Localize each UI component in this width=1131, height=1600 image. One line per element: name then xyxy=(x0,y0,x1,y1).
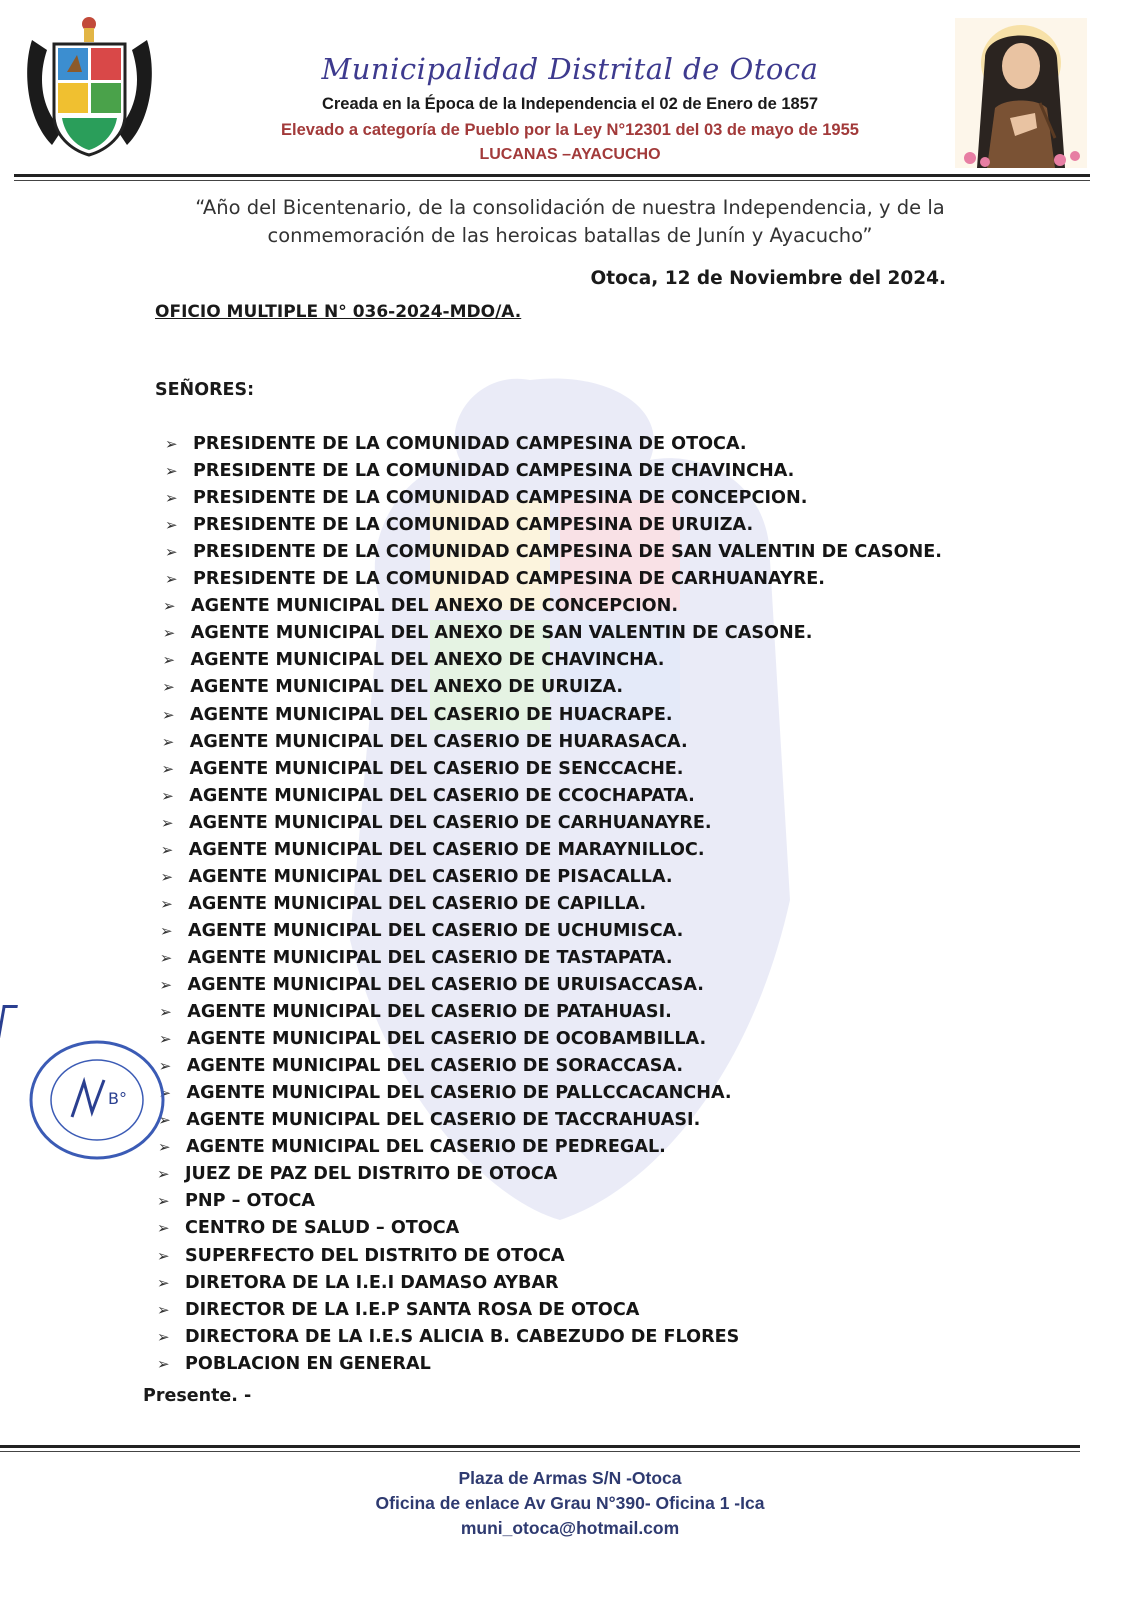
arrow-bullet-icon: ➢ xyxy=(157,1327,170,1346)
recipient-item xyxy=(158,1135,666,1159)
motto-line-2: conmemoración de las heroicas batallas de Junín y Ayacucho” xyxy=(267,224,873,247)
arrow-bullet-icon: ➢ xyxy=(161,759,175,778)
arrow-bullet-icon: ➢ xyxy=(158,1084,172,1103)
recipient-item xyxy=(163,648,665,672)
recipient-label: AGENTE MUNICIPAL DEL CASERIO DE PATAHUASI. xyxy=(187,1002,672,1023)
svg-text:B°: B° xyxy=(108,1089,127,1108)
recipient-item xyxy=(159,1081,732,1105)
arrow-bullet-icon: ➢ xyxy=(157,1273,170,1292)
recipient-label: AGENTE MUNICIPAL DEL CASERIO DE CARHUANAYRE. xyxy=(189,812,712,833)
creation-line: Creada en la Época de la Independencia el 02 de Enero de 1857 xyxy=(321,95,819,113)
recipient-label: AGENTE MUNICIPAL DEL CASERIO DE CCOCHAPATA. xyxy=(189,785,695,806)
coat-of-arms-icon xyxy=(22,10,157,160)
oficio-number: OFICIO MULTIPLE N° 036-2024-MDO/A. xyxy=(155,302,522,322)
arrow-bullet-icon: ➢ xyxy=(157,1219,170,1238)
arrow-bullet-icon: ➢ xyxy=(165,462,178,481)
arrow-bullet-icon: ➢ xyxy=(159,976,173,994)
recipient-item xyxy=(162,730,688,754)
recipient-item xyxy=(157,1271,559,1295)
recipient-label: CENTRO DE SALUD – OTOCA xyxy=(185,1218,460,1239)
recipient-label: PRESIDENTE DE LA COMUNIDAD CAMPESINA DE SAN VALENTIN DE CASONE. xyxy=(193,542,942,563)
recipient-label: PRESIDENTE DE LA COMUNIDAD CAMPESINA DE URUIZA. xyxy=(193,515,754,536)
footer-divider xyxy=(0,1445,1080,1448)
recipient-item xyxy=(159,1027,706,1051)
recipient-label: AGENTE MUNICIPAL DEL CASERIO DE SORACCASA. xyxy=(186,1056,684,1077)
footer-email[interactable]: muni_otoca@hotmail.com xyxy=(460,1518,680,1538)
recipient-item xyxy=(165,432,747,456)
arrow-bullet-icon: ➢ xyxy=(158,1138,171,1157)
arrow-bullet-icon: ➢ xyxy=(162,705,175,724)
arrow-bullet-icon: ➢ xyxy=(158,1111,171,1130)
recipient-label: AGENTE MUNICIPAL DEL CASERIO DE HUACRAPE. xyxy=(190,704,673,725)
arrow-bullet-icon: ➢ xyxy=(160,921,173,940)
recipient-label: AGENTE MUNICIPAL DEL CASERIO DE URUISACCASA. xyxy=(187,975,704,995)
recipient-item xyxy=(161,784,695,808)
recipient-label: PRESIDENTE DE LA COMUNIDAD CAMPESINA DE OTOCA. xyxy=(193,434,747,454)
greeting: SEÑORES: xyxy=(155,380,255,400)
arrow-bullet-icon: ➢ xyxy=(159,1030,172,1049)
recipient-item xyxy=(159,1000,672,1024)
recipient-label: AGENTE MUNICIPAL DEL ANEXO DE URUIZA. xyxy=(190,677,624,698)
recipient-item xyxy=(160,973,705,997)
recipient-label: PRESIDENTE DE LA COMUNIDAD CAMPESINA DE CARHUANAYRE. xyxy=(193,569,825,590)
recipient-item xyxy=(162,757,684,781)
arrow-bullet-icon: ➢ xyxy=(161,813,174,832)
recipient-item xyxy=(165,459,794,483)
document-date: Otoca, 12 de Noviembre del 2024. xyxy=(590,268,946,289)
recipient-item xyxy=(157,1189,315,1213)
closing-presente: Presente. - xyxy=(143,1386,252,1406)
recipient-label: PNP – OTOCA xyxy=(185,1191,316,1212)
recipient-item xyxy=(158,1108,700,1132)
arrow-bullet-icon: ➢ xyxy=(157,1300,170,1319)
year-motto xyxy=(130,194,1010,250)
pen-mark xyxy=(0,1005,18,1038)
recipient-item xyxy=(160,946,673,970)
recipient-label: PRESIDENTE DE LA COMUNIDAD CAMPESINA DE CONCEPCION. xyxy=(193,488,808,509)
recipient-item xyxy=(157,1162,557,1186)
recipient-item xyxy=(165,513,753,537)
arrow-bullet-icon: ➢ xyxy=(165,489,178,508)
category-line: Elevado a categoría de Pueblo por la Ley N°12301 del 03 de mayo de 1955 xyxy=(281,121,859,139)
arrow-bullet-icon: ➢ xyxy=(158,1057,172,1076)
arrow-bullet-icon: ➢ xyxy=(159,1003,172,1022)
recipient-item xyxy=(160,919,683,943)
recipient-item xyxy=(161,865,673,889)
recipient-item xyxy=(165,486,807,510)
arrow-bullet-icon: ➢ xyxy=(162,624,176,643)
header-divider xyxy=(14,174,1090,177)
header-divider-thin xyxy=(14,180,1090,181)
arrow-bullet-icon: ➢ xyxy=(165,543,178,562)
arrow-bullet-icon: ➢ xyxy=(157,1165,170,1184)
footer-divider-thin xyxy=(0,1451,1080,1452)
recipient-label: AGENTE MUNICIPAL DEL CASERIO DE CAPILLA. xyxy=(188,893,647,914)
recipient-item xyxy=(157,1352,431,1376)
recipient-item xyxy=(161,838,705,862)
arrow-bullet-icon: ➢ xyxy=(160,867,174,886)
recipient-label: AGENTE MUNICIPAL DEL CASERIO DE SENCCACHE. xyxy=(189,758,684,779)
location-line: LUCANAS –AYACUCHO xyxy=(479,146,661,163)
recipient-label: AGENTE MUNICIPAL DEL CASERIO DE PALLCCACANCHA. xyxy=(186,1083,732,1104)
recipient-item xyxy=(157,1216,459,1240)
arrow-bullet-icon: ➢ xyxy=(165,570,178,589)
recipient-label: DIRECTOR DE LA I.E.P SANTA ROSA DE OTOCA xyxy=(185,1299,640,1320)
recipient-label: AGENTE MUNICIPAL DEL CASERIO DE TASTAPATA. xyxy=(187,947,673,968)
recipient-label: AGENTE MUNICIPAL DEL CASERIO DE UCHUMISCA. xyxy=(188,920,684,941)
recipient-item xyxy=(163,594,678,618)
arrow-bullet-icon: ➢ xyxy=(157,1246,170,1265)
arrow-bullet-icon: ➢ xyxy=(161,786,174,805)
recipient-item xyxy=(163,621,813,645)
recipient-item xyxy=(160,892,646,916)
footer-address: Plaza de Armas S/N -Otoca xyxy=(458,1468,682,1488)
recipient-label: AGENTE MUNICIPAL DEL CASERIO DE MARAYNILLOC. xyxy=(188,839,705,860)
recipient-label: AGENTE MUNICIPAL DEL ANEXO DE SAN VALENTIN DE CASONE. xyxy=(190,623,813,644)
recipient-item xyxy=(161,811,712,835)
arrow-bullet-icon: ➢ xyxy=(165,516,178,535)
recipient-item xyxy=(162,675,623,699)
municipality-title: Municipalidad Distrital de Otoca xyxy=(321,52,819,86)
arrow-bullet-icon: ➢ xyxy=(157,1354,170,1373)
arrow-bullet-icon: ➢ xyxy=(160,894,173,913)
recipient-label: AGENTE MUNICIPAL DEL ANEXO DE CHAVINCHA. xyxy=(190,650,665,671)
recipient-label: SUPERFECTO DEL DISTRITO DE OTOCA xyxy=(185,1245,565,1266)
recipient-label: PRESIDENTE DE LA COMUNIDAD CAMPESINA DE CHAVINCHA. xyxy=(193,461,795,482)
arrow-bullet-icon: ➢ xyxy=(162,651,176,670)
recipient-label: AGENTE MUNICIPAL DEL CASERIO DE PISACALLA. xyxy=(188,866,673,887)
recipient-label: AGENTE MUNICIPAL DEL CASERIO DE PEDREGAL. xyxy=(186,1137,666,1158)
arrow-bullet-icon: ➢ xyxy=(159,948,173,967)
recipient-label: AGENTE MUNICIPAL DEL CASERIO DE TACCRAHUASI. xyxy=(186,1110,701,1131)
footer-office: Oficina de enlace Av Grau N°390- Oficina 1 -Ica xyxy=(375,1493,765,1513)
recipient-item xyxy=(165,567,825,591)
recipient-label: DIRETORA DE LA I.E.I DAMASO AYBAR xyxy=(185,1272,559,1293)
recipient-item xyxy=(157,1325,739,1349)
arrow-bullet-icon: ➢ xyxy=(160,840,174,859)
arrow-bullet-icon: ➢ xyxy=(157,1192,170,1211)
recipient-item xyxy=(165,540,942,564)
recipient-label: AGENTE MUNICIPAL DEL ANEXO DE CONCEPCION. xyxy=(191,596,679,617)
arrow-bullet-icon: ➢ xyxy=(163,597,176,616)
official-seal-icon xyxy=(22,1032,172,1168)
recipient-item xyxy=(157,1244,565,1268)
arrow-bullet-icon: ➢ xyxy=(165,435,178,453)
recipient-item xyxy=(159,1054,683,1078)
saint-portrait-icon xyxy=(955,18,1087,168)
recipient-label: POBLACION EN GENERAL xyxy=(185,1353,431,1374)
arrow-bullet-icon: ➢ xyxy=(161,732,175,751)
recipient-label: JUEZ DE PAZ DEL DISTRITO DE OTOCA xyxy=(185,1164,558,1185)
motto-line-1: “Año del Bicentenario, de la consolidación de nuestra Independencia, y de la xyxy=(195,196,945,219)
recipient-item xyxy=(157,1298,639,1322)
arrow-bullet-icon: ➢ xyxy=(162,678,175,697)
recipient-label: AGENTE MUNICIPAL DEL CASERIO DE OCOBAMBILLA. xyxy=(187,1029,707,1050)
recipient-label: AGENTE MUNICIPAL DEL CASERIO DE HUARASACA. xyxy=(189,731,688,752)
recipient-label: DIRECTORA DE LA I.E.S ALICIA B. CABEZUDO DE FLORES xyxy=(185,1326,740,1347)
recipient-item xyxy=(162,703,673,727)
